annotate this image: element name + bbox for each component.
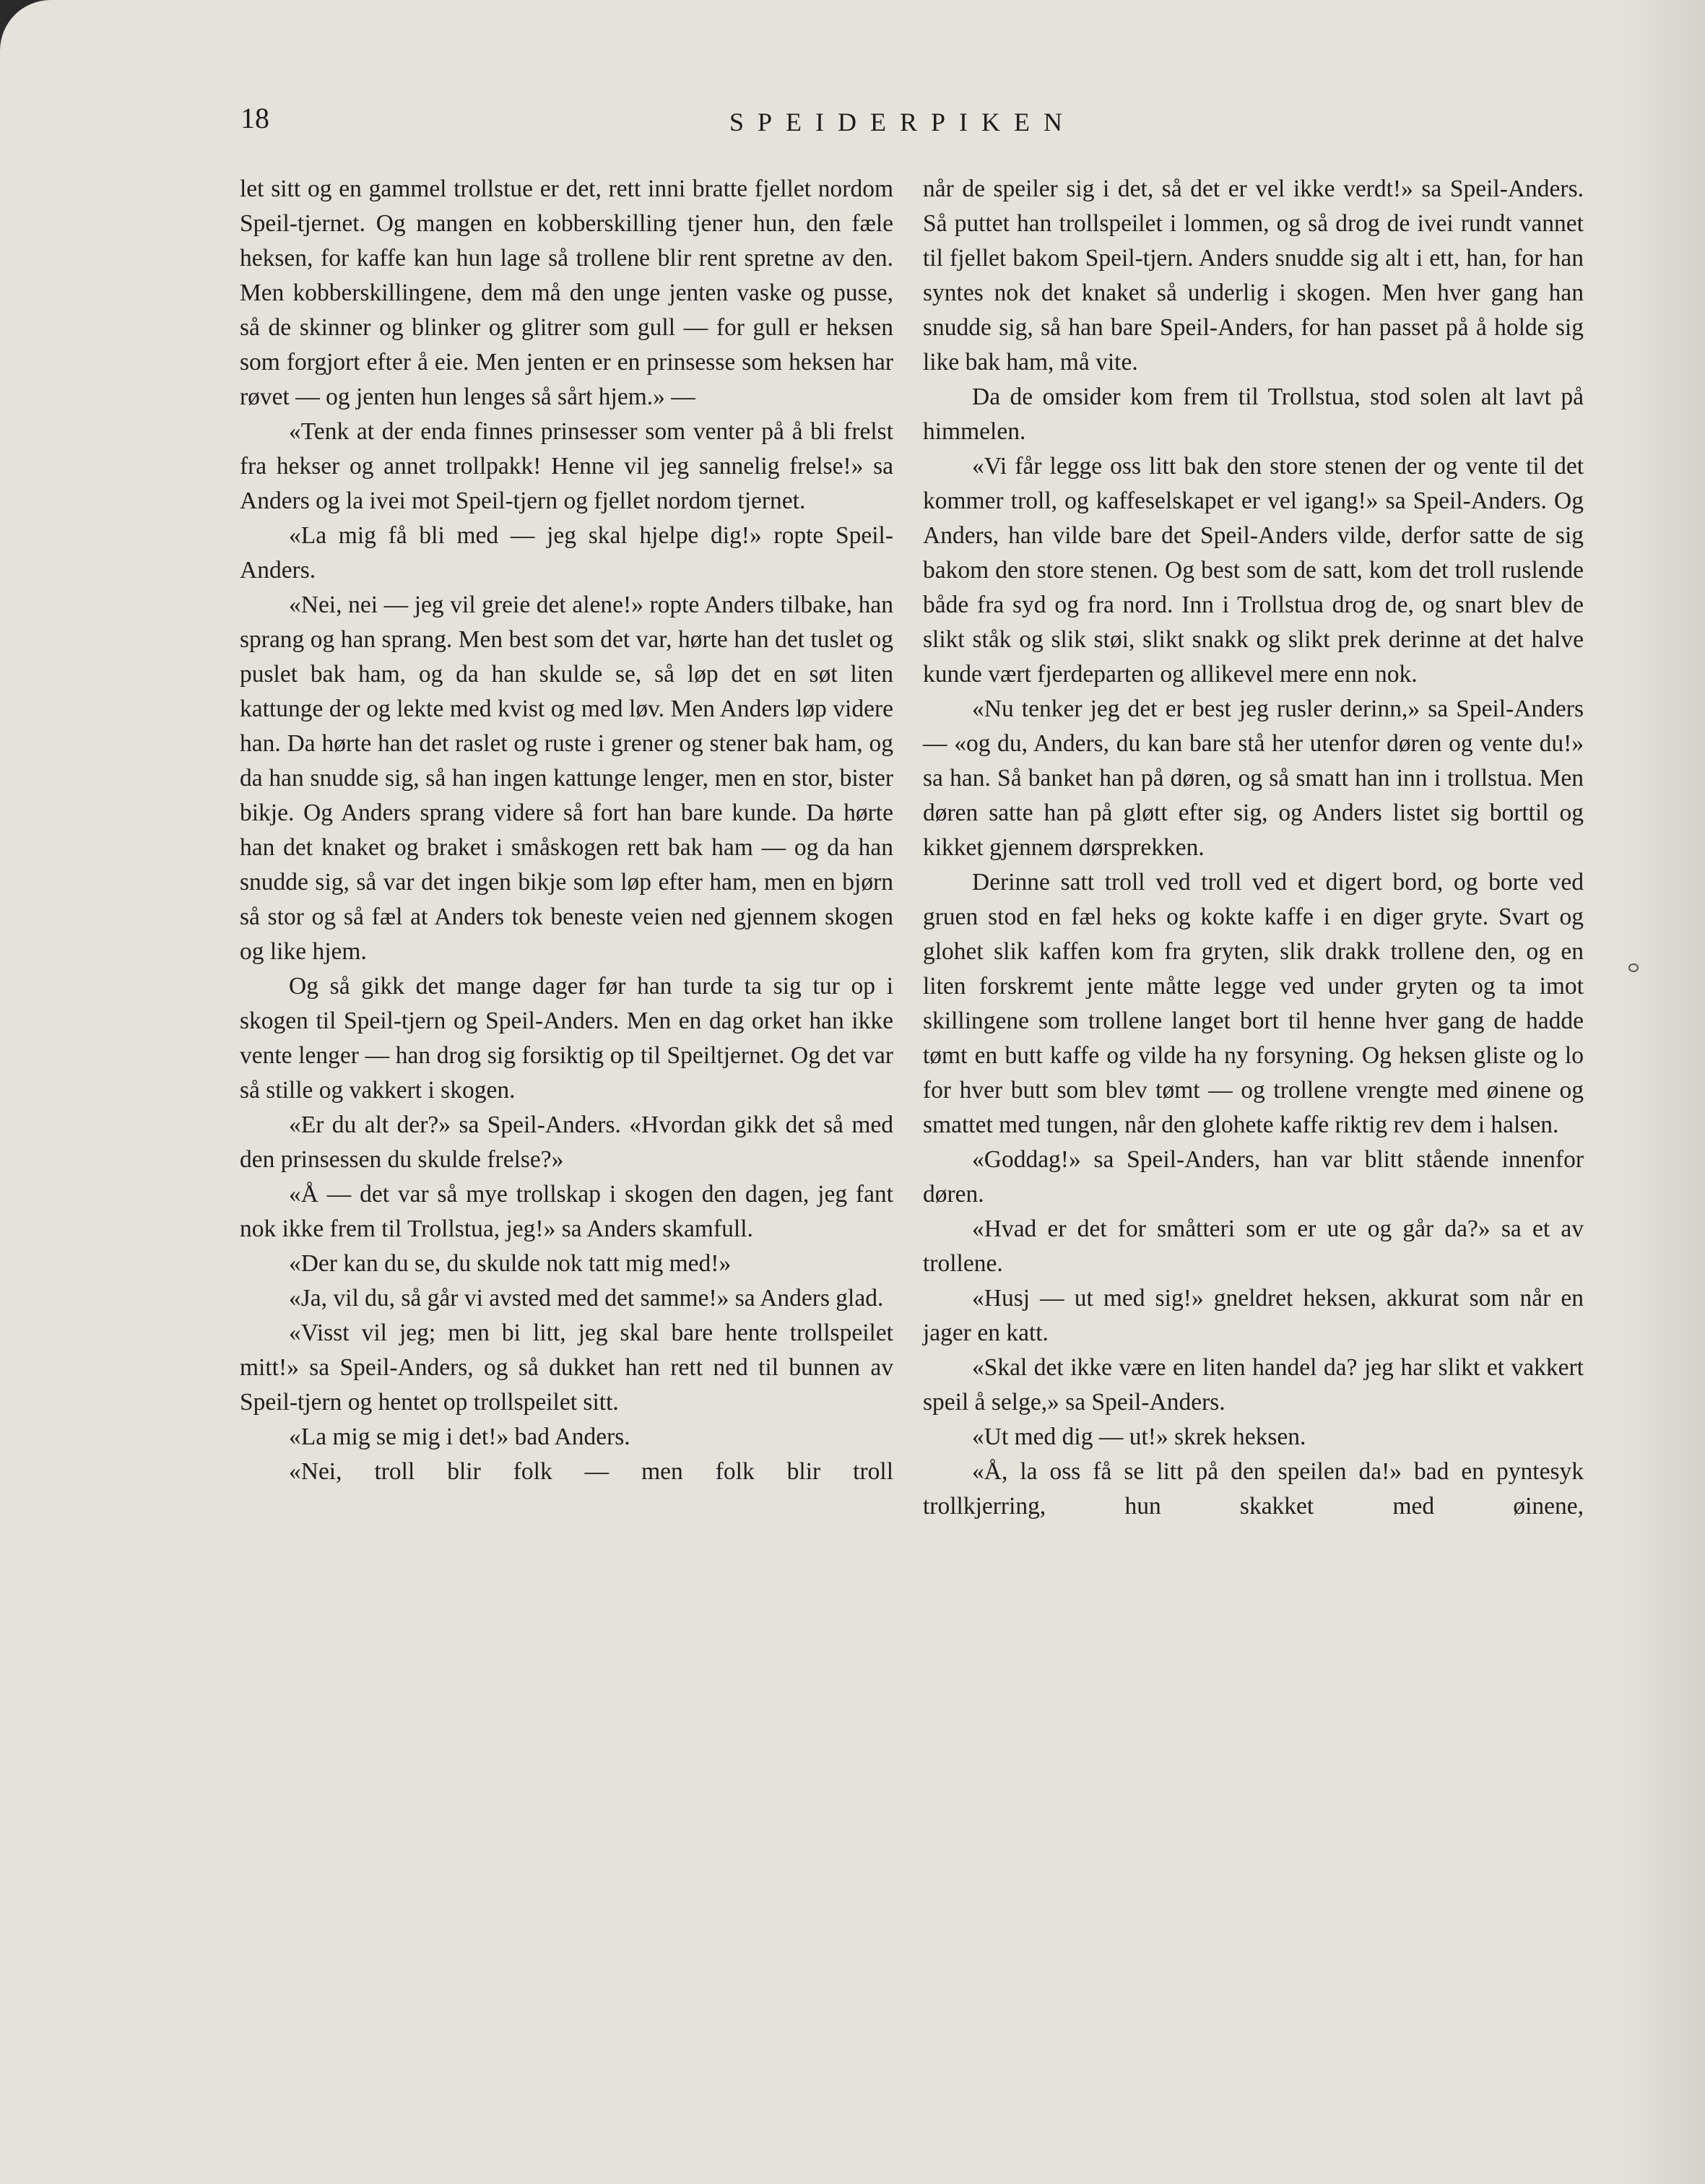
paragraph: «Nei, nei — jeg vil greie det alene!» ropte Anders tilbake, han sprang og han sprang. Men best som det var, hørte han det tuslet og puslet bak ham, og da han skulde se, så løp det en søt liten kattunge der og lekte med kvist og med løv. Men Anders løp videre han. Da hørte han det raslet og ruste i grener og stener bak ham, og da han snudde sig, så han ingen kattunge lenger, men en stor, bister bikje. Og Anders sprang videre så fort han bare kunde. Da hørte han det knaket og braket i småskogen rett bak ham — og da han snudde sig, så var det ingen bikje som løp efter ham, men en bjørn så stor og så fæl at Anders tok beneste veien ned gjennem skogen og like hjem. <box>240 592 893 965</box>
paper-speck <box>1628 963 1639 972</box>
page-edge-shadow <box>1618 0 1705 2184</box>
paragraph: Da de omsider kom frem til Trollstua, stod solen alt lavt på himmelen. <box>923 384 1584 445</box>
paragraph: «Goddag!» sa Speil-Anders, han var blitt stående innenfor døren. <box>923 1146 1584 1208</box>
paragraph: «La mig få bli med — jeg skal hjelpe dig!» ropte Speil-Anders. <box>240 522 893 584</box>
paragraph: «La mig se mig i det!» bad Anders. <box>289 1424 630 1450</box>
paragraph: «Nei, troll blir folk — men folk blir troll <box>289 1458 893 1485</box>
paragraph: «Skal det ikke være en liten handel da? jeg har slikt et vakkert speil å selge,» sa Speil-Anders. <box>923 1354 1584 1416</box>
paragraph: Derinne satt troll ved troll ved et digert bord, og borte ved gruen stod en fæl heks og kokte kaffe i en diger gryte. Svart og glohet slik kaffen kom fra gryten, slik drakk trollene den, og en liten forskremt jente måtte legge ved under gryten og ta imot skillingene som trollene langet bort til henne hver gang de hadde tømt en butt kaffe og vilde ha ny forsyning. Og heksen gliste og lo for hver butt som blev tømt — og trollene vrengte med øinene og smattet med tungen, når den glohete kaffe riktig rev dem i halsen. <box>923 869 1584 1138</box>
paragraph: «Nu tenker jeg det er best jeg rusler derinn,» sa Speil-Anders — «og du, Anders, du kan bare stå her utenfor døren og vente du!» sa han. Så banket han på døren, og så smatt han inn i trollstua. Men døren satte han på gløtt efter sig, og Anders listet sig borttil og kikket gjennem dørsprekken. <box>923 696 1584 861</box>
left-text-column <box>240 172 893 1489</box>
paragraph: «Er du alt der?» sa Speil-Anders. «Hvordan gikk det så med den prinsessen du skulde frelse?» <box>240 1112 893 1173</box>
running-head-title: SPEIDERPIKEN <box>729 108 1077 136</box>
paragraph: «Ut med dig — ut!» skrek heksen. <box>972 1424 1306 1450</box>
right-text-column <box>923 172 1584 1524</box>
paragraph: «Å — det var så mye trollskap i skogen den dagen, jeg fant nok ikke frem til Trollstua, jeg!» sa Anders skamfull. <box>240 1181 893 1242</box>
page-number: 18 <box>240 102 269 134</box>
paragraph: når de speiler sig i det, så det er vel ikke verdt!» sa Speil-Anders. Så puttet han trollspeilet i lommen, og så drog de ivei rundt vannet til fjellet bakom Speil-tjern. Anders snudde sig alt i ett, han, for han syntes nok det knaket så underlig i skogen. Men hver gang han snudde sig, så han bare Speil-Anders, for han passet på å holde sig like bak ham, må vite. <box>923 176 1584 376</box>
paragraph: «Å, la oss få se litt på den speilen da!» bad en pyntesyk trollkjerring, hun skakket med øinene, <box>923 1458 1584 1520</box>
paragraph: «Der kan du se, du skulde nok tatt mig med!» <box>289 1250 732 1277</box>
paragraph: «Visst vil jeg; men bi litt, jeg skal bare hente trollspeilet mitt!» sa Speil-Anders, og så dukket han rett ned til bunnen av Speil-tjern og hentet op trollspeilet sitt. <box>240 1320 893 1416</box>
paragraph: «Ja, vil du, så går vi avsted med det samme!» sa Anders glad. <box>289 1285 884 1312</box>
paragraph: «Hvad er det for småtteri som er ute og går da?» sa et av trollene. <box>923 1216 1584 1277</box>
paragraph: let sitt og en gammel trollstue er det, rett inni bratte fjellet nordom Speil-tjernet. Og mangen en kobberskilling tjener hun, den fæle heksen, for kaffe kan hun lage så trollene blir rent spretne av den. Men kobberskillingene, dem må den unge jenten vaske og pusse, så de skinner og blinker og glitrer som gull — for gull er heksen som forgjort efter å eie. Men jenten er en prinsesse som heksen har røvet — og jenten hun lenges så sårt hjem.» — <box>240 176 893 410</box>
paragraph: «Tenk at der enda finnes prinsesser som venter på å bli frelst fra hekser og annet trollpakk! Henne vil jeg sannelig frelse!» sa Anders og la ivei mot Speil-tjern og fjellet nordom tjernet. <box>240 418 893 514</box>
paragraph: «Husj — ut med sig!» gneldret heksen, akkurat som når en jager en katt. <box>923 1285 1584 1346</box>
paragraph: «Vi får legge oss litt bak den store stenen der og vente til det kommer troll, og kaffeselskapet er vel igang!» sa Speil-Anders. Og Anders, han vilde bare det Speil-Anders vilde, derfor satte de sig bakom den store stenen. Og best som de satt, kom det troll ruslende både fra syd og fra nord. Inn i Trollstua drog de, og snart blev de slikt ståk og slik støi, slikt snakk og slikt prek derinne at det halve kunde vært fjerdeparten og allikevel mere enn nok. <box>923 453 1584 688</box>
paragraph: Og så gikk det mange dager før han turde ta sig tur op i skogen til Speil-tjern og Speil-Anders. Men en dag orket han ikke vente lenger — han drog sig forsiktig op til Speiltjernet. Og det var så stille og vakkert i skogen. <box>240 973 893 1104</box>
